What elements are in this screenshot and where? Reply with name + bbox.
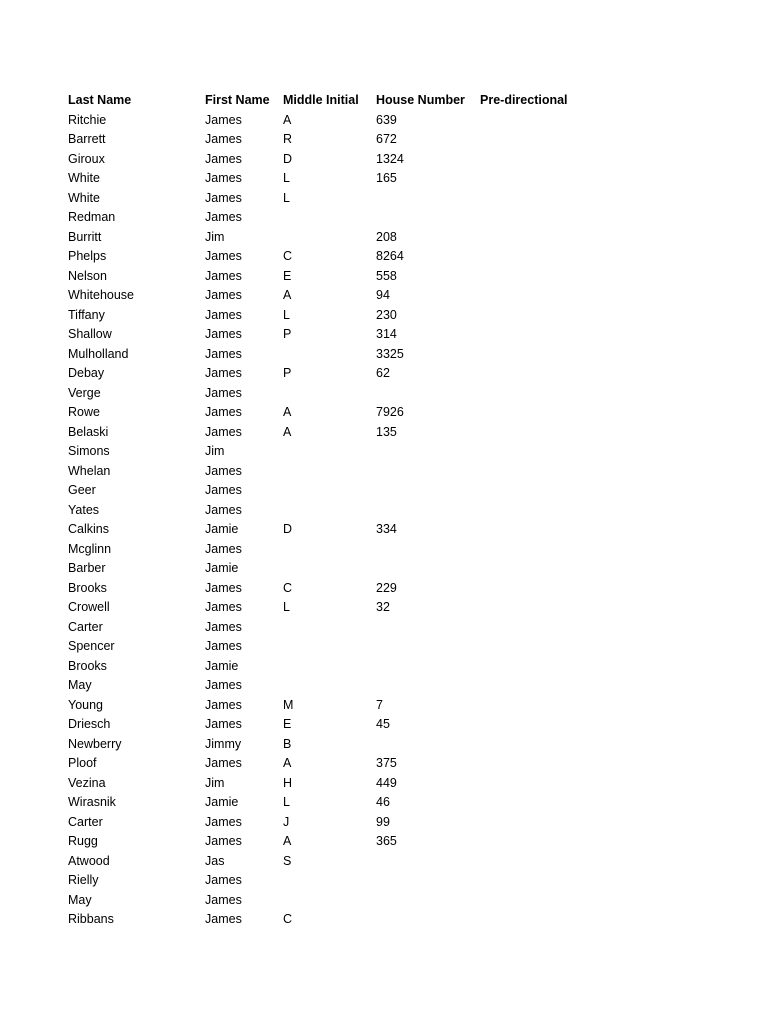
last-name-cell: Whelan xyxy=(68,463,111,478)
house-number-cell xyxy=(376,910,480,930)
first-name-cell: James xyxy=(205,405,242,419)
house-number-cell: 3325 xyxy=(376,346,404,361)
first-name-cell: Jim xyxy=(205,444,225,458)
last-name-cell: Brooks xyxy=(68,580,107,595)
first-name-cell: James xyxy=(205,288,242,302)
pre-directional-cell xyxy=(480,286,590,306)
middle-initial-cell xyxy=(283,657,376,677)
table-row xyxy=(68,774,590,794)
first-name-cell: James xyxy=(205,366,242,380)
pre-directional-cell xyxy=(480,559,590,579)
middle-initial-cell xyxy=(283,462,376,482)
middle-initial-cell xyxy=(283,871,376,891)
first-name-cell: Jamie xyxy=(205,561,239,575)
first-name-cell: James xyxy=(205,385,242,400)
last-name-cell: Wirasnik xyxy=(68,795,116,809)
table-row xyxy=(68,208,590,228)
pre-directional-cell xyxy=(480,540,590,560)
pre-directional-cell xyxy=(480,774,590,794)
last-name-cell: Vezina xyxy=(68,775,106,790)
pre-directional-cell xyxy=(480,657,590,677)
middle-initial-cell: S xyxy=(283,853,292,868)
first-name-cell: James xyxy=(205,190,242,205)
table-row xyxy=(68,696,590,716)
house-number-cell xyxy=(376,735,480,755)
house-number-cell xyxy=(376,462,480,482)
table-row xyxy=(68,637,590,657)
house-number-cell: 32 xyxy=(376,600,390,614)
first-name-cell: James xyxy=(205,249,242,263)
pre-directional-cell xyxy=(480,111,590,131)
table-row xyxy=(68,169,590,189)
middle-initial-cell xyxy=(283,540,376,560)
last-name-cell: Yates xyxy=(68,502,100,517)
last-name-cell: May xyxy=(68,892,92,907)
table-row xyxy=(68,832,590,852)
first-name-cell: James xyxy=(205,892,242,907)
middle-initial-cell: E xyxy=(283,268,292,283)
last-name-cell: Simons xyxy=(68,444,110,458)
first-name-cell: James xyxy=(205,756,242,770)
house-number-cell: 1324 xyxy=(376,151,404,166)
table-row xyxy=(68,501,590,521)
pre-directional-cell xyxy=(480,325,590,345)
pre-directional-cell xyxy=(480,423,590,443)
pre-directional-cell xyxy=(480,169,590,189)
house-number-cell: 7926 xyxy=(376,405,404,419)
middle-initial-cell: L xyxy=(283,600,290,614)
last-name-cell: Carter xyxy=(68,814,103,829)
house-number-cell: 135 xyxy=(376,424,397,439)
table-row xyxy=(68,130,590,150)
first-name-cell: Jamie xyxy=(205,522,239,536)
table-row xyxy=(68,540,590,560)
middle-initial-cell: H xyxy=(283,775,293,790)
first-name-cell: James xyxy=(205,171,242,185)
house-number-cell xyxy=(376,891,480,911)
house-number-cell: 229 xyxy=(376,580,397,595)
pre-directional-cell xyxy=(480,891,590,911)
middle-initial-cell: C xyxy=(283,912,293,926)
house-number-cell: 639 xyxy=(376,112,397,127)
middle-initial-cell: L xyxy=(283,307,290,322)
first-name-cell: James xyxy=(205,580,242,595)
house-number-cell xyxy=(376,852,480,872)
table-row xyxy=(68,657,590,677)
table-row xyxy=(68,579,590,599)
pre-directional-cell xyxy=(480,384,590,404)
last-name-cell: Spencer xyxy=(68,639,115,653)
table-row xyxy=(68,813,590,833)
first-name-cell: James xyxy=(205,834,242,848)
table-row xyxy=(68,735,590,755)
pre-directional-cell xyxy=(480,832,590,852)
header-last-name: Last Name xyxy=(68,93,132,107)
first-name-cell: James xyxy=(205,463,242,478)
table-row xyxy=(68,891,590,911)
table-row xyxy=(68,754,590,774)
house-number-cell xyxy=(376,384,480,404)
pre-directional-cell xyxy=(480,676,590,696)
pre-directional-cell xyxy=(480,189,590,209)
middle-initial-cell xyxy=(283,442,376,462)
last-name-cell: May xyxy=(68,678,92,692)
middle-initial-cell xyxy=(283,501,376,521)
last-name-cell: Shallow xyxy=(68,327,112,341)
last-name-cell: Rielly xyxy=(68,873,99,887)
last-name-cell: Crowell xyxy=(68,600,110,614)
house-number-cell: 230 xyxy=(376,307,397,322)
first-name-cell: James xyxy=(205,600,242,614)
table-row xyxy=(68,286,590,306)
header-house-number: House Number xyxy=(376,93,465,107)
house-number-cell xyxy=(376,501,480,521)
middle-initial-cell xyxy=(283,618,376,638)
middle-initial-cell: A xyxy=(283,288,292,302)
table-row xyxy=(68,559,590,579)
table-row xyxy=(68,189,590,209)
pre-directional-cell xyxy=(480,910,590,930)
middle-initial-cell xyxy=(283,208,376,228)
house-number-cell: 8264 xyxy=(376,249,404,263)
table-body xyxy=(68,111,590,930)
table-row xyxy=(68,520,590,540)
house-number-cell: 165 xyxy=(376,171,397,185)
first-name-cell: James xyxy=(205,307,242,322)
middle-initial-cell xyxy=(283,384,376,404)
middle-initial-cell: A xyxy=(283,756,292,770)
first-name-cell: James xyxy=(205,678,242,692)
table-row xyxy=(68,481,590,501)
last-name-cell: Carter xyxy=(68,619,103,634)
pre-directional-cell xyxy=(480,618,590,638)
first-name-cell: James xyxy=(205,873,242,887)
middle-initial-cell: A xyxy=(283,405,292,419)
house-number-cell: 46 xyxy=(376,795,390,809)
pre-directional-cell xyxy=(480,462,590,482)
table-row xyxy=(68,618,590,638)
house-number-cell xyxy=(376,676,480,696)
header-first-name: First Name xyxy=(205,93,270,107)
first-name-cell: Jamie xyxy=(205,658,239,673)
first-name-cell: James xyxy=(205,619,242,634)
first-name-cell: James xyxy=(205,697,242,712)
first-name-cell: Jimmy xyxy=(205,736,242,751)
middle-initial-cell: E xyxy=(283,717,292,731)
pre-directional-cell xyxy=(480,579,590,599)
header-pre-directional: Pre-directional xyxy=(480,93,568,107)
middle-initial-cell xyxy=(283,559,376,579)
last-name-cell: Atwood xyxy=(68,853,110,868)
pre-directional-cell xyxy=(480,208,590,228)
last-name-cell: Newberry xyxy=(68,736,122,751)
last-name-cell: Nelson xyxy=(68,268,107,283)
house-number-cell xyxy=(376,559,480,579)
middle-initial-cell: P xyxy=(283,366,292,380)
last-name-cell: Mulholland xyxy=(68,346,129,361)
first-name-cell: Jamie xyxy=(205,795,239,809)
middle-initial-cell: D xyxy=(283,151,293,166)
last-name-cell: Geer xyxy=(68,483,96,497)
middle-initial-cell: P xyxy=(283,327,292,341)
table-row xyxy=(68,715,590,735)
first-name-cell: Jim xyxy=(205,775,225,790)
table-row xyxy=(68,852,590,872)
first-name-cell: James xyxy=(205,502,242,517)
table-row xyxy=(68,267,590,287)
pre-directional-cell xyxy=(480,520,590,540)
first-name-cell: James xyxy=(205,346,242,361)
table-row xyxy=(68,423,590,443)
pre-directional-cell xyxy=(480,501,590,521)
house-number-cell xyxy=(376,189,480,209)
header-middle-initial: Middle Initial xyxy=(283,93,359,107)
house-number-cell: 334 xyxy=(376,522,397,536)
last-name-cell: Verge xyxy=(68,385,101,400)
pre-directional-cell xyxy=(480,228,590,248)
house-number-cell xyxy=(376,657,480,677)
last-name-cell: Tiffany xyxy=(68,307,105,322)
table-row xyxy=(68,598,590,618)
middle-initial-cell: A xyxy=(283,112,292,127)
pre-directional-cell xyxy=(480,150,590,170)
pre-directional-cell xyxy=(480,442,590,462)
pre-directional-cell xyxy=(480,637,590,657)
pre-directional-cell xyxy=(480,306,590,326)
last-name-cell: Rugg xyxy=(68,834,98,848)
middle-initial-cell xyxy=(283,676,376,696)
first-name-cell: James xyxy=(205,814,242,829)
middle-initial-cell: A xyxy=(283,424,292,439)
first-name-cell: James xyxy=(205,112,242,127)
first-name-cell: James xyxy=(205,151,242,166)
house-number-cell: 45 xyxy=(376,717,390,731)
house-number-cell xyxy=(376,871,480,891)
first-name-cell: Jas xyxy=(205,853,225,868)
first-name-cell: James xyxy=(205,268,242,283)
first-name-cell: James xyxy=(205,327,242,341)
house-number-cell xyxy=(376,618,480,638)
pre-directional-cell xyxy=(480,267,590,287)
house-number-cell xyxy=(376,637,480,657)
pre-directional-cell xyxy=(480,345,590,365)
house-number-cell xyxy=(376,540,480,560)
middle-initial-cell: J xyxy=(283,814,290,829)
last-name-cell: Young xyxy=(68,697,103,712)
table-row xyxy=(68,871,590,891)
middle-initial-cell: M xyxy=(283,697,294,712)
pre-directional-cell xyxy=(480,247,590,267)
table-row xyxy=(68,403,590,423)
last-name-cell: Burritt xyxy=(68,229,102,244)
first-name-cell: James xyxy=(205,717,242,731)
pre-directional-cell xyxy=(480,403,590,423)
middle-initial-cell: C xyxy=(283,249,293,263)
pre-directional-cell xyxy=(480,735,590,755)
last-name-cell: Ploof xyxy=(68,756,97,770)
table-row xyxy=(68,676,590,696)
pre-directional-cell xyxy=(480,754,590,774)
house-number-cell: 449 xyxy=(376,775,397,790)
house-number-cell: 7 xyxy=(376,697,383,712)
table-row xyxy=(68,325,590,345)
last-name-cell: Rowe xyxy=(68,405,100,419)
pre-directional-cell xyxy=(480,871,590,891)
middle-initial-cell: D xyxy=(283,522,293,536)
table-row xyxy=(68,364,590,384)
middle-initial-cell xyxy=(283,637,376,657)
middle-initial-cell xyxy=(283,345,376,365)
name-address-sheet xyxy=(68,91,590,930)
middle-initial-cell: A xyxy=(283,834,292,848)
table-row xyxy=(68,442,590,462)
last-name-cell: White xyxy=(68,190,100,205)
middle-initial-cell: B xyxy=(283,736,292,751)
table-row xyxy=(68,111,590,131)
house-number-cell xyxy=(376,481,480,501)
last-name-cell: Phelps xyxy=(68,249,107,263)
house-number-cell xyxy=(376,442,480,462)
house-number-cell: 62 xyxy=(376,366,390,380)
last-name-cell: Debay xyxy=(68,366,105,380)
table-row xyxy=(68,306,590,326)
last-name-cell: Barber xyxy=(68,561,106,575)
table-row xyxy=(68,150,590,170)
last-name-cell: Brooks xyxy=(68,658,107,673)
middle-initial-cell: L xyxy=(283,171,290,185)
last-name-cell: Redman xyxy=(68,210,116,224)
first-name-cell: James xyxy=(205,541,242,556)
pre-directional-cell xyxy=(480,813,590,833)
pre-directional-cell xyxy=(480,130,590,150)
house-number-cell: 672 xyxy=(376,132,397,146)
house-number-cell: 365 xyxy=(376,834,397,848)
first-name-cell: Jim xyxy=(205,229,225,244)
table-row xyxy=(68,345,590,365)
middle-initial-cell xyxy=(283,891,376,911)
first-name-cell: James xyxy=(205,483,242,497)
house-number-cell: 208 xyxy=(376,229,397,244)
last-name-cell: Belaski xyxy=(68,424,109,439)
last-name-cell: Whitehouse xyxy=(68,288,135,302)
first-name-cell: James xyxy=(205,639,242,653)
house-number-cell: 94 xyxy=(376,288,390,302)
house-number-cell: 314 xyxy=(376,327,397,341)
pre-directional-cell xyxy=(480,696,590,716)
house-number-cell xyxy=(376,208,480,228)
middle-initial-cell: L xyxy=(283,190,290,205)
pre-directional-cell xyxy=(480,852,590,872)
pre-directional-cell xyxy=(480,364,590,384)
last-name-cell: Giroux xyxy=(68,151,105,166)
last-name-cell: Barrett xyxy=(68,132,106,146)
table-row xyxy=(68,384,590,404)
header-row xyxy=(68,91,590,111)
first-name-cell: James xyxy=(205,912,242,926)
middle-initial-cell xyxy=(283,228,376,248)
records-table xyxy=(68,91,590,930)
first-name-cell: James xyxy=(205,132,242,146)
table-row xyxy=(68,228,590,248)
last-name-cell: Ribbans xyxy=(68,912,114,926)
pre-directional-cell xyxy=(480,715,590,735)
last-name-cell: Calkins xyxy=(68,522,109,536)
middle-initial-cell: L xyxy=(283,795,290,809)
middle-initial-cell xyxy=(283,481,376,501)
table-row xyxy=(68,247,590,267)
pre-directional-cell xyxy=(480,793,590,813)
table-row xyxy=(68,910,590,930)
first-name-cell: James xyxy=(205,210,242,224)
first-name-cell: James xyxy=(205,424,242,439)
pre-directional-cell xyxy=(480,481,590,501)
last-name-cell: White xyxy=(68,171,100,185)
house-number-cell: 558 xyxy=(376,268,397,283)
house-number-cell: 375 xyxy=(376,756,397,770)
table-row xyxy=(68,793,590,813)
last-name-cell: Mcglinn xyxy=(68,541,112,556)
pre-directional-cell xyxy=(480,598,590,618)
house-number-cell: 99 xyxy=(376,814,390,829)
last-name-cell: Ritchie xyxy=(68,112,107,127)
table-row xyxy=(68,462,590,482)
middle-initial-cell: C xyxy=(283,580,293,595)
middle-initial-cell: R xyxy=(283,132,293,146)
last-name-cell: Driesch xyxy=(68,717,111,731)
